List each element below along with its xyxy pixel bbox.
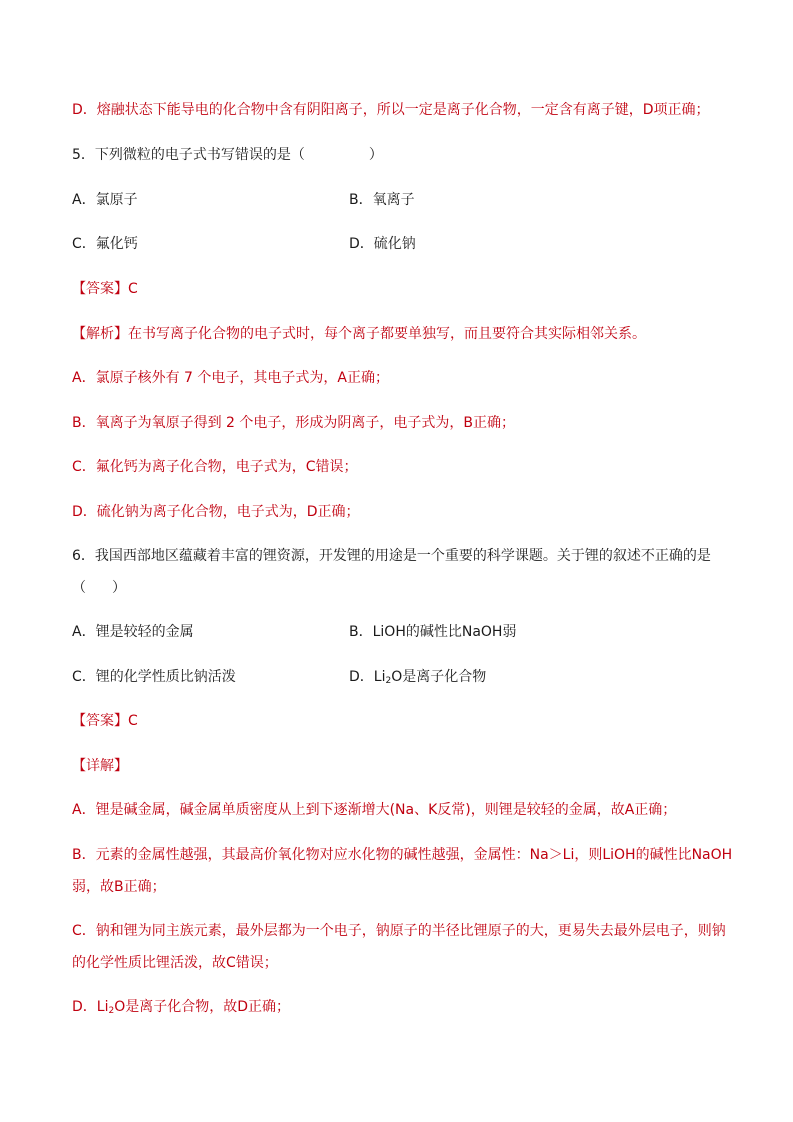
question-6-option-b: B．LiOH的碱性比NaOH弱 (349, 624, 517, 640)
subscript-2: 2 (108, 1006, 115, 1016)
question-6-option-c: C．锂的化学性质比钠活泼 (72, 669, 236, 685)
question-5-option-c: C．氟化钙 (72, 236, 138, 252)
question-5-stem-close: ） (368, 147, 383, 163)
question-6-answer: 【答案】C (72, 713, 138, 729)
question-5-option-d: D．硫化钠 (349, 236, 416, 252)
question-6-explanation-b-line-2: 弱，故B正确； (72, 879, 166, 895)
question-5-explanation-d: D．硫化钠为离子化合物，电子式为，D正确； (72, 504, 360, 520)
analysis-label: 【解析】 (72, 326, 128, 342)
question-5-stem (72, 145, 383, 165)
option-d-suffix: O是离子化合物 (391, 669, 487, 685)
question-5-option-a: A．氯原子 (72, 192, 138, 208)
question-6-stem-open: （ (72, 580, 86, 596)
question-6-explanation-c-line-2: 的化学性质比锂活泼，故C错误； (72, 955, 278, 971)
question-6-stem-line-2 (72, 578, 126, 598)
analysis-text: 在书写离子化合物的电子式时，每个离子都要单独写，而且要符合其实际相邻关系。 (128, 326, 646, 342)
prev-option-d-explanation: D．熔融状态下能导电的化合物中含有阴阳离子，所以一定是离子化合物，一定含有离子键，D项正确； (72, 102, 710, 118)
question-6-option-a: A．锂是较轻的金属 (72, 624, 194, 640)
question-5-explanation-a: A．氯原子核外有 7 个电子，其电子式为，A正确； (72, 370, 389, 386)
option-d-prefix: D．Li (349, 669, 386, 685)
question-6-detail-label: 【详解】 (72, 758, 128, 774)
question-5-stem-text: 5．下列微粒的电子式书写错误的是（ (72, 147, 305, 163)
exp-d-prefix: D．Li (72, 999, 109, 1015)
question-6-option-d (349, 667, 486, 687)
question-5-answer: 【答案】C (72, 281, 138, 297)
question-5-explanation-b: B．氧离子为氧原子得到 2 个电子，形成为阴离子，电子式为，B正确； (72, 415, 516, 431)
question-5-option-b: B．氧离子 (349, 192, 415, 208)
subscript-2: 2 (385, 676, 392, 686)
question-5-analysis (72, 324, 646, 344)
question-6-explanation-d (72, 997, 290, 1017)
question-6-stem-line-1: 6．我国西部地区蕴藏着丰富的锂资源，开发锂的用途是一个重要的科学课题。关于锂的叙述不正确的是 (72, 548, 711, 564)
exp-d-suffix: O是离子化合物，故D正确； (114, 999, 291, 1015)
question-6-explanation-b-line-1: B．元素的金属性越强，其最高价氧化物对应水化物的碱性越强，金属性：Na＞Li，则LiOH的碱性比NaOH (72, 847, 733, 863)
question-6-explanation-a: A．锂是碱金属，碱金属单质密度从上到下逐渐增大(Na、K反常)，则锂是较轻的金属，故A正确； (72, 802, 677, 818)
question-6-explanation-c-line-1: C．钠和锂为同主族元素，最外层都为一个电子，钠原子的半径比锂原子的大，更易失去最外层电子，则钠 (72, 923, 726, 939)
question-5-explanation-c: C．氟化钙为离子化合物，电子式为，C错误； (72, 459, 358, 475)
question-6-stem-close: ） (112, 580, 126, 596)
